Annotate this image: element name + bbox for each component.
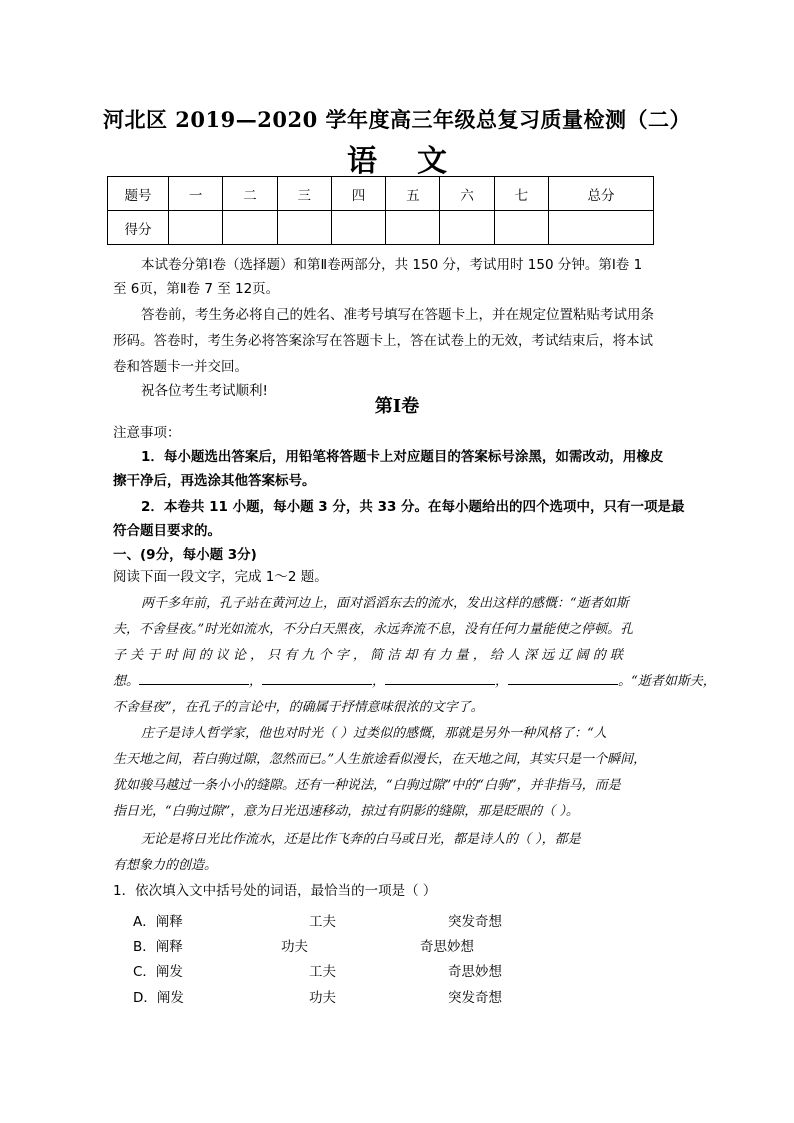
question-stem: 1．依次填入文中括号处的词语，最恰当的一项是（ ）	[113, 883, 437, 899]
passage-line: 有想象力的创造。	[113, 858, 218, 873]
passage-line: 两千多年前，孔子站在黄河边上，面对滔滔东去的流水，发出这样的感慨：“逝者如斯	[141, 596, 629, 611]
intro-line: 形码。答卷时，考生务必将答案涂写在答题卡上，答在试卷上的无效，考试结束后，将本试	[113, 333, 653, 349]
intro-line: 至 6页，第Ⅱ卷 7 至 12页。	[113, 281, 280, 297]
passage-line: 不舍昼夜”，在孔子的言论中，的确属于抒情意味很浓的文字了。	[113, 700, 484, 715]
passage-text: ，	[372, 674, 386, 689]
fill-blank	[508, 670, 618, 685]
option-a-label: A．阐释	[133, 914, 183, 930]
passage-line: 指日光，“白驹过隙”，意为日光迅速移动，掠过有阴影的缝隙，那是眨眼的（ ）。	[113, 804, 579, 819]
intro-line: 答卷前，考生务必将自己的姓名、准考号填写在答题卡上，并在规定位置粘贴考试用条	[141, 307, 654, 323]
passage-text: 。“逝者如斯夫，	[618, 674, 716, 689]
score-table-cell: 二	[223, 177, 277, 211]
score-row-label: 得分	[108, 211, 169, 245]
score-table	[107, 176, 654, 245]
passage-line: 生天地之间，若白驹过隙，忽然而已。”人生旅途看似漫长，在天地之间，其实只是一个瞬间，	[113, 752, 647, 767]
passage-text: ，	[495, 674, 509, 689]
score-cell	[277, 211, 331, 245]
notice-item: 擦干净后，再选涂其他答案标号。	[113, 473, 316, 489]
option-c-label: C．阐发	[133, 964, 183, 980]
intro-line: 卷和答题卡一并交回。	[113, 359, 248, 375]
notice-item: 符合题目要求的。	[113, 523, 221, 539]
notice-item: 2．本卷共 11 小题，每小题 3 分，共 33 分。在每小题给出的四个选项中，只有一项是最	[141, 499, 685, 515]
option-b-word2: 功夫	[281, 939, 308, 955]
passage-line: 无论是将日光比作流水，还是比作飞奔的白马或日光，都是诗人的（ ），都是	[141, 832, 581, 847]
passage-text: 想。	[113, 674, 140, 689]
intro-line: 本试卷分第Ⅰ卷（选择题）和第Ⅱ卷两部分，共 150 分，考试用时 150 分钟。第Ⅰ卷 1	[141, 257, 643, 273]
score-cell	[169, 211, 223, 245]
passage-line: 庄子是诗人哲学家，他也对时光（ ）过类似的感慨，那就是另外一种风格了：“人	[141, 726, 607, 741]
notice-label: 注意事项：	[113, 425, 181, 441]
option-b-label: B．阐释	[133, 939, 183, 955]
score-cell	[440, 211, 494, 245]
intro-line: 祝各位考生考试顺利!	[141, 383, 268, 399]
section-title: 第Ⅰ卷	[374, 396, 420, 417]
score-cell	[223, 211, 277, 245]
score-cell	[549, 211, 654, 245]
option-c-word2: 工夫	[309, 964, 336, 980]
score-cell	[331, 211, 385, 245]
option-d-word2: 功夫	[309, 990, 336, 1006]
part-heading: 一、(9分，每小题 3分)	[113, 547, 257, 563]
score-table-score-row	[108, 211, 654, 245]
option-c-word3: 奇思妙想	[448, 964, 502, 980]
fill-blank	[139, 670, 249, 685]
score-cell	[494, 211, 548, 245]
passage-text: ，	[249, 674, 263, 689]
score-table-cell: 四	[331, 177, 385, 211]
fill-blank	[385, 670, 495, 685]
score-table-cell: 五	[386, 177, 440, 211]
option-d-label: D．阐发	[133, 990, 184, 1006]
score-cell	[386, 211, 440, 245]
score-table-cell: 题号	[108, 177, 169, 211]
subject-title: 语文	[347, 144, 487, 179]
passage-line: 犹如骏马越过一条小小的缝隙。还有一种说法，“白驹过隙”中的“白驹”，并非指马，而是	[113, 778, 621, 793]
option-b-word3: 奇思妙想	[420, 939, 474, 955]
fill-blank	[262, 670, 372, 685]
score-table-cell: 三	[277, 177, 331, 211]
passage-line: 夫，不舍昼夜。”时光如流水，不分白天黑夜，永远奔流不息，没有任何力量能使之停顿。孔	[113, 622, 634, 637]
option-a-word3: 突发奇想	[448, 914, 502, 930]
passage-line: 子 关 于 时 间 的 议 论 ， 只 有 九 个 字 ， 简 洁 却 有 力 量 ， 给 人 深 远 辽 阔 的 联	[113, 648, 623, 663]
passage-line-with-blanks	[113, 668, 716, 695]
part-instruction: 阅读下面一段文字，完成 1～2 题。	[113, 569, 328, 585]
notice-item: 1．每小题选出答案后，用铅笔将答题卡上对应题目的答案标号涂黑，如需改动，用橡皮	[141, 449, 664, 465]
score-table-header-row	[108, 177, 654, 211]
score-table-cell: 七	[494, 177, 548, 211]
score-table-cell: 一	[169, 177, 223, 211]
score-table-cell: 总分	[549, 177, 654, 211]
score-table-cell: 六	[440, 177, 494, 211]
exam-title: 河北区 2019—2020 学年度高三年级总复习质量检测（二）	[102, 107, 691, 132]
option-a-word2: 工夫	[309, 914, 336, 930]
option-d-word3: 突发奇想	[448, 990, 502, 1006]
